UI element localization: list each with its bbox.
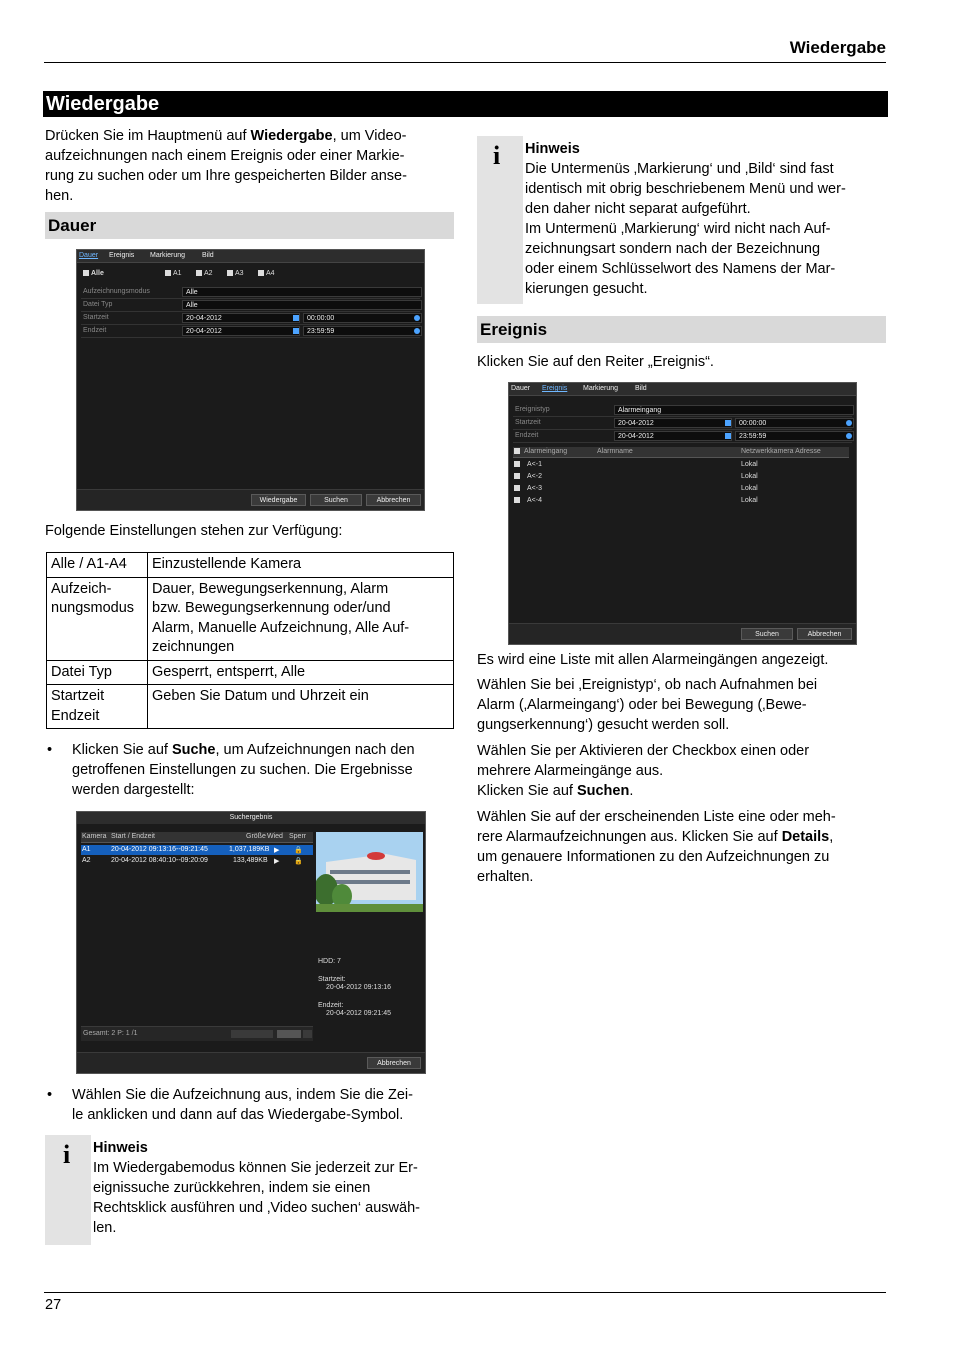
list-item[interactable]: A<-3 Lokal: [513, 484, 849, 494]
alarm-list-header: Alarmeingang Alarmname Netzwerkkamera Adresse: [513, 447, 849, 458]
hint-box-right: Hinweis Die Untermenüs ‚Markierung‘ und ‚Bild‘ sind fast identisch mit obrig beschriebenem Menü und wer- den daher nicht separat aufgeführt. Im Untermenü ‚Markierung‘ wird nicht nach Auf- zeichnungsart sondern nach der Bezeichnung oder einem Schlüsselwort des Namens der Mar- kierungen gesucht.: [525, 141, 846, 297]
page-input[interactable]: [277, 1030, 301, 1038]
startzeit-time[interactable]: 00:00:00: [735, 418, 854, 428]
table-row: Alle / A1-A4 Einzustellende Kamera: [47, 553, 454, 578]
suchergebnis-title: Suchergebnis: [77, 812, 425, 824]
settings-table: [46, 552, 454, 729]
clock-icon[interactable]: [414, 315, 420, 321]
play-icon[interactable]: ▶: [274, 847, 280, 854]
start-value: 20-04-2012 09:13:16: [326, 984, 391, 991]
section-heading-dauer: Dauer: [45, 212, 454, 239]
section-heading-ereignis: Ereignis: [477, 316, 886, 343]
building-image: [316, 832, 423, 912]
hint-sidebar: [477, 136, 523, 304]
startzeit-date[interactable]: 20-04-2012: [182, 313, 300, 323]
lock-icon[interactable]: 🔒: [294, 858, 303, 865]
tab-markierung[interactable]: Markierung: [150, 252, 186, 259]
pager-buttons[interactable]: [231, 1030, 273, 1038]
clock-icon[interactable]: [846, 420, 852, 426]
bullet-suche: Klicken Sie auf Suche, um Aufzeichnungen nach den getroffenen Einstellungen zu suchen. Die Ergebnisse werden dargestellt:: [72, 742, 415, 798]
ereignis-tabbar: [509, 383, 856, 396]
datei-typ-select[interactable]: Alle: [182, 300, 422, 310]
bullet-auswahl: Wählen Sie die Aufzeichnung aus, indem Sie die Zei- le anklicken und dann auf das Wiedergabe-Symbol.: [72, 1087, 413, 1123]
ereignistyp-select[interactable]: Alarmeingang: [614, 405, 854, 415]
ereignis-p3: Wählen Sie per Aktivieren der Checkbox einen oder mehrere Alarmeingänge aus. Klicken Sie auf Suchen.: [477, 743, 810, 799]
play-icon[interactable]: ▶: [274, 858, 280, 865]
suchergebnis-screen: [76, 811, 426, 1074]
row-aufzeichnungsmodus: Aufzeichnungsmodus Alle: [81, 287, 420, 299]
checkbox-a2[interactable]: A2: [196, 270, 213, 277]
endzeit-date[interactable]: 20-04-2012: [182, 326, 300, 336]
list-item[interactable]: A<-4 Lokal: [513, 496, 849, 506]
camera-selection: [83, 270, 423, 280]
intro-paragraph: Drücken Sie im Hauptmenü auf Wiedergabe, um Video- aufzeichnungen nach einem Ereignis oder einer Markie- rung zu suchen oder um Ihre gespeicherten Bilder anse- hen.: [45, 128, 407, 204]
tab-bild[interactable]: Bild: [202, 252, 214, 259]
startzeit-date[interactable]: 20-04-2012: [614, 418, 732, 428]
checkbox-a1[interactable]: A1: [165, 270, 182, 277]
start-label: Startzeit:: [318, 976, 346, 983]
hint-sidebar: [45, 1135, 91, 1245]
tab-ereignis[interactable]: Ereignis: [542, 385, 568, 392]
checkbox-a3[interactable]: A3: [227, 270, 244, 277]
ereignis-p1: Es wird eine Liste mit allen Alarmeingängen angezeigt.: [477, 652, 829, 668]
bullet-marker: •: [47, 742, 53, 758]
abbrechen-button[interactable]: Abbrechen: [367, 1057, 421, 1069]
row-endzeit: Endzeit 20-04-2012 23:59:59: [81, 326, 420, 338]
table-row: Aufzeich- nungsmodus Dauer, Bewegungserkennung, Alarm bzw. Bewegungserkennung oder/und Alarm, Manuelle Aufzeichnung, Alle Auf- zeichnungen: [47, 577, 454, 660]
calendar-icon[interactable]: [293, 315, 299, 321]
tab-ereignis[interactable]: Ereignis: [109, 252, 135, 259]
tab-markierung[interactable]: Markierung: [583, 385, 619, 392]
endzeit-time[interactable]: 23:59:59: [735, 431, 854, 441]
suchen-button[interactable]: Suchen: [310, 494, 362, 506]
results-header: Kamera Start / Endzeit Größe Wied Sperr: [81, 832, 313, 843]
checkbox-a4[interactable]: A4: [258, 270, 275, 277]
clock-icon[interactable]: [414, 328, 420, 334]
tab-dauer[interactable]: Dauer: [79, 252, 99, 259]
hdd-info: HDD: 7: [318, 958, 341, 965]
list-item[interactable]: A<-1 Lokal: [513, 460, 849, 470]
endzeit-date[interactable]: 20-04-2012: [614, 431, 732, 441]
end-value: 20-04-2012 09:21:45: [326, 1010, 391, 1017]
dauer-screen: [76, 249, 425, 511]
table-row[interactable]: A1 20-04-2012 09:13:16--09:21:45 1,037,189KB ▶ 🔒: [81, 845, 313, 855]
endzeit-time[interactable]: 23:59:59: [303, 326, 422, 336]
info-icon: i: [493, 141, 501, 170]
aufzeichnungsmodus-select[interactable]: Alle: [182, 287, 422, 297]
table-row: Startzeit Endzeit Geben Sie Datum und Uhrzeit ein: [47, 685, 454, 729]
table-row[interactable]: A2 20-04-2012 08:40:10--09:20:09 133,489KB ▶ 🔒: [82, 857, 303, 865]
end-label: Endzeit:: [318, 1002, 344, 1009]
dauer-tabbar: [77, 250, 424, 263]
abbrechen-button[interactable]: Abbrechen: [797, 628, 852, 640]
row-startzeit: Startzeit 20-04-2012 00:00:00: [513, 418, 852, 430]
calendar-icon[interactable]: [293, 328, 299, 334]
chapter-title: Wiedergabe: [43, 91, 888, 117]
hint-box-left: Hinweis Im Wiedergabemodus können Sie jederzeit zur Er- eignissuche zurückkehren, indem sie einen Rechtsklick ausführen und ‚Video suchen‘ auswäh- len.: [93, 1140, 420, 1236]
results-pager: Gesamt: 2 P: 1 /1: [81, 1026, 313, 1041]
startzeit-time[interactable]: 00:00:00: [303, 313, 422, 323]
table-row: Datei Typ Gesperrt, entsperrt, Alle: [47, 660, 454, 685]
tab-dauer[interactable]: Dauer: [511, 385, 531, 392]
lock-icon[interactable]: 🔒: [294, 847, 303, 854]
preview-image: [316, 832, 423, 912]
running-header-title: Wiedergabe: [789, 38, 886, 57]
row-ereignistyp: Ereignistyp Alarmeingang: [513, 405, 852, 417]
page-go-button[interactable]: [303, 1030, 312, 1038]
row-datei-typ: Datei Typ Alle: [81, 300, 420, 312]
ereignis-screen: [508, 382, 857, 645]
checkbox-all[interactable]: [514, 448, 522, 455]
row-endzeit: Endzeit 20-04-2012 23:59:59: [513, 431, 852, 443]
footer-rule: [44, 1292, 886, 1293]
calendar-icon[interactable]: [725, 433, 731, 439]
list-item[interactable]: A<-2 Lokal: [513, 472, 849, 482]
row-startzeit: Startzeit 20-04-2012 00:00:00: [81, 313, 420, 325]
ereignis-p2: Wählen Sie bei ‚Ereignistyp‘, ob nach Aufnahmen bei Alarm (‚Alarmeingang‘) oder bei Bewegung (‚Bewe- gungserkennung‘) gesucht werden soll.: [477, 677, 818, 733]
header-rule: [44, 62, 886, 63]
calendar-icon[interactable]: [725, 420, 731, 426]
suchen-button[interactable]: Suchen: [741, 628, 793, 640]
wiedergabe-button[interactable]: Wiedergabe: [251, 494, 306, 506]
info-icon: i: [63, 1140, 71, 1169]
bullet-marker: •: [47, 1087, 53, 1103]
ereignis-p4: Wählen Sie auf der erscheinenden Liste eine oder meh- rere Alarmaufzeichnungen aus. Klicken Sie auf Details, um genauere Informationen zu den Aufzeichnungen zu erhalten.: [477, 809, 836, 885]
page-number: 27: [45, 1297, 62, 1313]
checkbox-alle[interactable]: Alle: [83, 270, 104, 277]
settings-intro: Folgende Einstellungen stehen zur Verfügung:: [45, 523, 343, 539]
clock-icon[interactable]: [846, 433, 852, 439]
tab-bild[interactable]: Bild: [635, 385, 647, 392]
ereignis-intro: Klicken Sie auf den Reiter „Ereignis“.: [477, 354, 714, 370]
abbrechen-button[interactable]: Abbrechen: [366, 494, 421, 506]
